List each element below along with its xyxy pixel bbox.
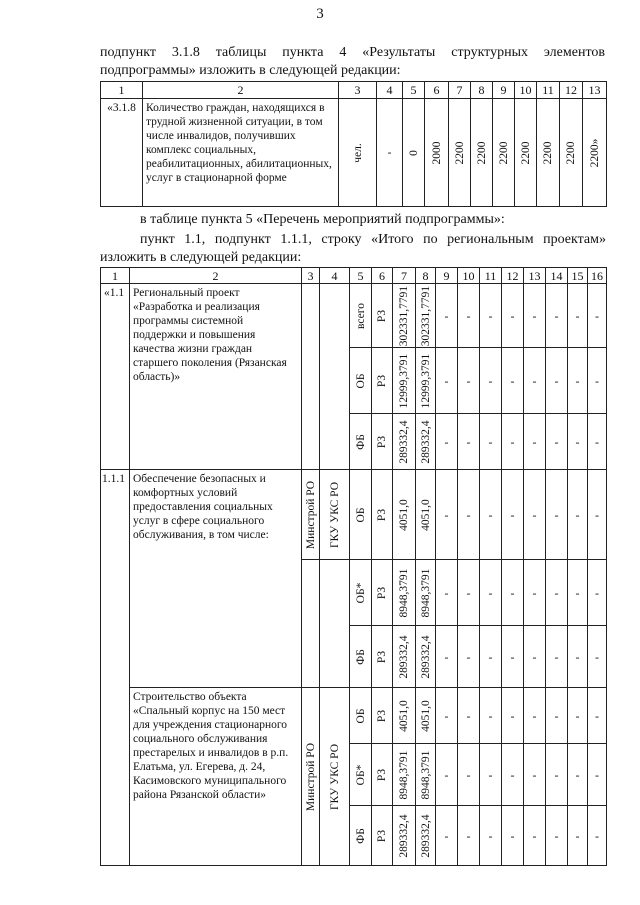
t2-source: ОБ	[354, 373, 367, 388]
t2-code: РЗ	[376, 586, 388, 599]
t1-col-header: 12	[560, 82, 583, 99]
t2-empty: -	[546, 348, 568, 414]
t1-col-header: 5	[403, 82, 425, 99]
t2-amount: 8948,3791	[419, 750, 432, 799]
t2-code: РЗ	[376, 374, 388, 387]
t2-empty: -	[436, 806, 458, 866]
t2-empty: -	[568, 626, 588, 688]
t2-project-name: Региональный проект «Разработка и реализация программы системной поддержки и повышения качества жизни граждан старшего поколения (Рязанская область)»	[130, 284, 302, 470]
t2-col-header: 7	[393, 268, 416, 284]
t2-amount: 302331,7791	[398, 285, 410, 346]
t2-amount: 8948,3791	[398, 568, 410, 617]
t2-executor: ГКУ УКС РО	[328, 481, 341, 548]
t1-col-header: 13	[583, 82, 607, 99]
t2-empty: -	[480, 348, 502, 414]
t1-col-header: 6	[425, 82, 449, 99]
t2-empty: -	[546, 414, 568, 470]
t2-executor: Минстрой РО	[304, 742, 317, 811]
t2-col-header: 1	[101, 268, 130, 284]
t2-empty: -	[546, 560, 568, 626]
t1-col-header: 8	[471, 82, 493, 99]
t1-col-header: 7	[449, 82, 471, 99]
t2-empty: -	[458, 806, 480, 866]
t2-empty: -	[546, 470, 568, 560]
t2-empty: -	[524, 470, 546, 560]
t2-empty: -	[546, 688, 568, 744]
t1-col-header: 9	[493, 82, 515, 99]
t2-executor: ГКУ УКС РО	[328, 743, 341, 810]
t2-empty: -	[568, 470, 588, 560]
t2-empty: -	[502, 806, 524, 866]
t2-empty: -	[480, 560, 502, 626]
t1-row-number: «3.1.8	[101, 99, 143, 207]
t2-empty: -	[546, 626, 568, 688]
t2-empty: -	[436, 744, 458, 806]
t1-value: 2200	[497, 141, 510, 164]
t2-code: РЗ	[376, 768, 388, 781]
t2-col-header: 12	[502, 268, 524, 284]
t1-value: 2200	[475, 141, 488, 164]
t2-col-header: 3	[302, 268, 320, 284]
t2-empty: -	[502, 688, 524, 744]
t2-empty: -	[436, 414, 458, 470]
t2-empty: -	[588, 744, 607, 806]
t2-amount: 12999,3791	[419, 353, 432, 408]
t1-value: 2000	[430, 141, 443, 164]
t2-empty: -	[588, 688, 607, 744]
t2-empty: -	[480, 414, 502, 470]
t2-empty: -	[588, 806, 607, 866]
t2-amount: 289332,4	[398, 813, 410, 858]
t2-col-header: 10	[458, 268, 480, 284]
t2-empty: -	[546, 806, 568, 866]
t2-empty: -	[458, 744, 480, 806]
t2-amount: 12999,3791	[398, 353, 410, 408]
t2-empty: -	[524, 414, 546, 470]
t2-empty: -	[588, 414, 607, 470]
t2-source: ОБ	[354, 507, 367, 522]
t2-empty: -	[524, 560, 546, 626]
t2-empty: -	[480, 806, 502, 866]
t2-empty: -	[568, 414, 588, 470]
t2-col-header: 5	[350, 268, 372, 284]
t2-source: ФБ	[354, 827, 367, 844]
t2-col-header: 9	[436, 268, 458, 284]
t2-empty: -	[568, 560, 588, 626]
t2-empty: -	[546, 284, 568, 348]
t1-value: 2200	[519, 141, 532, 164]
t2-empty: -	[502, 470, 524, 560]
t1-unit: чел.	[351, 142, 364, 163]
t2-col-header: 2	[130, 268, 302, 284]
measures-table	[100, 267, 607, 866]
t2-source: ОБ	[354, 708, 367, 723]
t2-empty: -	[436, 284, 458, 348]
t2-empty: -	[458, 688, 480, 744]
t2-code: РЗ	[376, 435, 388, 448]
t2-empty: -	[436, 470, 458, 560]
t2-col-header: 16	[588, 268, 607, 284]
t2-empty: -	[524, 744, 546, 806]
t2-col-header: 14	[546, 268, 568, 284]
t2-empty: -	[588, 560, 607, 626]
page-number: 3	[316, 6, 324, 22]
t2-col-header: 13	[524, 268, 546, 284]
t2-row-number: «1.1	[101, 284, 130, 470]
t2-empty: -	[524, 688, 546, 744]
t1-col-header: 3	[339, 82, 377, 99]
t2-empty: -	[502, 626, 524, 688]
t1-value: 2200»	[588, 138, 601, 167]
t2-empty: -	[436, 688, 458, 744]
t2-empty: -	[546, 744, 568, 806]
t2-amount: 289332,4	[398, 634, 410, 679]
t2-amount: 4051,0	[398, 699, 410, 732]
t2-measure-name: Обеспечение безопасных и комфортных условий предоставления социальных услуг в сфере социального обслуживания, в том числе:	[130, 470, 302, 688]
t2-construction-name: Строительство объекта «Спальный корпус на 150 мест для учреждения стационарного социального обслуживания престарелых и инвалидов в р.п. Елатьма, ул. Егерева, д. 24, Касимовского муниципального района Рязанской области»	[130, 688, 302, 866]
t2-amount: 4051,0	[419, 498, 432, 531]
t2-empty: -	[568, 744, 588, 806]
t1-col-header: 1	[101, 82, 143, 99]
t2-code: РЗ	[376, 508, 388, 521]
t2-amount: 289332,4	[398, 419, 410, 464]
t2-empty: -	[458, 560, 480, 626]
t2-amount: 4051,0	[419, 699, 432, 732]
t2-empty: -	[524, 626, 546, 688]
t2-row-number: 1.1.1	[101, 470, 130, 866]
t2-amount: 302331,7791	[419, 285, 432, 346]
t1-value: 2200	[565, 141, 577, 164]
t2-empty: -	[524, 806, 546, 866]
t2-source: ОБ*	[354, 582, 367, 603]
t2-source: ФБ	[354, 648, 367, 665]
t2-empty: -	[458, 470, 480, 560]
t2-amount: 8948,3791	[419, 568, 432, 617]
t2-empty: -	[458, 414, 480, 470]
t1-value: 2200	[542, 141, 554, 164]
t2-empty: -	[502, 414, 524, 470]
t1-value: 2200	[453, 141, 466, 164]
t2-amount: 289332,4	[419, 634, 432, 679]
t1-cell: 0	[407, 149, 420, 156]
t2-amount: 289332,4	[419, 813, 432, 858]
t2-empty: -	[588, 348, 607, 414]
t2-code: РЗ	[376, 829, 388, 842]
t1-col-header: 10	[515, 82, 537, 99]
t2-empty: -	[502, 284, 524, 348]
t2-empty: -	[588, 470, 607, 560]
t2-empty: -	[480, 284, 502, 348]
t2-empty: -	[458, 348, 480, 414]
t1-col-header: 2	[143, 82, 339, 99]
t2-amount: 289332,4	[419, 419, 432, 464]
t2-empty: -	[588, 284, 607, 348]
t2-col-header: 6	[372, 268, 393, 284]
t2-empty: -	[436, 560, 458, 626]
t1-col-header: 4	[377, 82, 403, 99]
t2-code: РЗ	[376, 709, 388, 722]
t2-empty: -	[524, 348, 546, 414]
t2-amount: 4051,0	[398, 498, 410, 531]
t2-empty: -	[502, 744, 524, 806]
t2-source: ФБ	[354, 433, 367, 450]
t2-col-header: 8	[416, 268, 436, 284]
paragraph-subpoint-1-1-1: пункт 1.1, подпункт 1.1.1, строку «Итого по региональным проектам» изложить в следующей редакции:	[100, 232, 606, 265]
t2-empty: -	[480, 470, 502, 560]
t2-executor: Минстрой РО	[304, 480, 317, 549]
results-table	[100, 81, 607, 207]
paragraph-subpoint-3-1-8: подпункт 3.1.8 таблицы пункта 4 «Результаты структурных элементов подпрограммы» изложить в следующей редакции:	[100, 45, 605, 78]
t2-amount: 8948,3791	[398, 750, 410, 799]
t2-empty: -	[568, 688, 588, 744]
t2-code: РЗ	[376, 650, 388, 663]
t2-empty: -	[480, 744, 502, 806]
t1-indicator-name: Количество граждан, находящихся в трудной жизненной ситуации, в том числе инвалидов, получивших комплекс социальных, реабилитационных, абилитационных, услуг в стационарной форме	[143, 99, 339, 207]
t2-empty: -	[458, 284, 480, 348]
t2-col-header: 11	[480, 268, 502, 284]
t2-col-header: 15	[568, 268, 588, 284]
t2-empty: -	[568, 348, 588, 414]
t2-empty: -	[588, 626, 607, 688]
t2-empty: -	[436, 626, 458, 688]
t2-col-header: 4	[320, 268, 350, 284]
t1-col-header: 11	[537, 82, 560, 99]
t2-empty: -	[480, 626, 502, 688]
paragraph-table5: в таблице пункта 5 «Перечень мероприятий подпрограммы»:	[140, 212, 505, 227]
t2-empty: -	[458, 626, 480, 688]
t2-source: ОБ*	[354, 764, 367, 785]
t1-cell: -	[377, 99, 403, 207]
t2-source: всего	[354, 302, 367, 329]
t2-code: РЗ	[376, 309, 388, 322]
t2-empty: -	[502, 560, 524, 626]
t2-empty: -	[502, 348, 524, 414]
t2-empty: -	[524, 284, 546, 348]
t2-empty: -	[568, 284, 588, 348]
t2-empty: -	[568, 806, 588, 866]
t2-empty: -	[480, 688, 502, 744]
t2-empty: -	[436, 348, 458, 414]
